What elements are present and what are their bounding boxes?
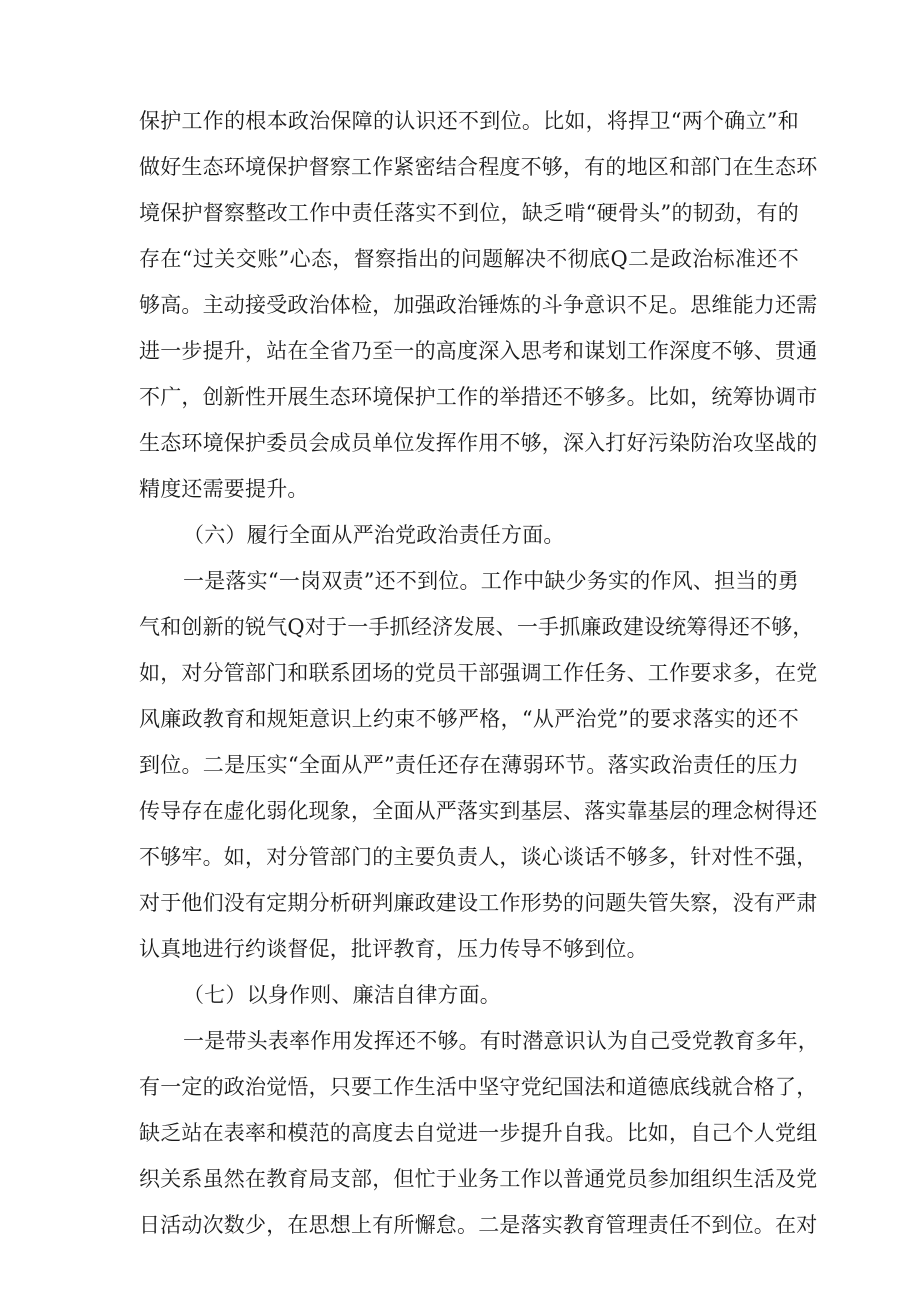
- text-line: 够高。主动接受政治体检，加强政治锤炼的斗争意识不足。思维能力还需: [139, 293, 818, 317]
- section-heading: （七）以身作则、廉洁自律方面。: [183, 983, 501, 1007]
- text-line: 传导存在虚化弱化现象，全面从严落实到基层、落实靠基层的理念树得还: [139, 799, 818, 823]
- text-line: 有一定的政治觉悟，只要工作生活中坚守党纪国法和道德底线就合格了，: [139, 1075, 818, 1099]
- section-heading: （六）履行全面从严治党政治责任方面。: [183, 523, 565, 547]
- text-line: 认真地进行约谈督促，批评教育，压力传导不够到位。: [139, 937, 648, 961]
- text-line: 进一步提升，站在全省乃至一的高度深入思考和谋划工作深度不够、贯通: [139, 339, 818, 363]
- text-line: 保护工作的根本政治保障的认识还不到位。比如，将捍卫“两个确立”和: [139, 109, 799, 133]
- text-line: 存在“过关交账”心态，督察指出的问题解决不彻底Q二是政治标准还不: [139, 247, 799, 271]
- text-line: 一是落实“一岗双责”还不到位。工作中缺少务实的作风、担当的勇: [183, 569, 799, 593]
- text-line: 气和创新的锐气Q对于一手抓经济发展、一手抓廉政建设统筹得还不够，: [139, 615, 814, 639]
- text-line: 不广，创新性开展生态环境保护工作的举措还不够多。比如，统筹协调市: [139, 385, 818, 409]
- text-line: 一是带头表率作用发挥还不够。有时潜意识认为自己受党教育多年，: [183, 1029, 819, 1053]
- text-line: 如，对分管部门和联系团场的党员干部强调工作任务、工作要求多，在党: [139, 661, 818, 685]
- text-line: 生态环境保护委员会成员单位发挥作用不够，深入打好污染防治攻坚战的: [139, 431, 818, 455]
- text-line: 境保护督察整改工作中责任落实不到位，缺乏啃“硬骨头”的韧劲，有的: [139, 201, 799, 225]
- text-line: 日活动次数少，在思想上有所懈怠。二是落实教育管理责任不到位。在对: [139, 1213, 818, 1237]
- text-line: 不够牢。如，对分管部门的主要负责人，谈心谈话不够多，针对性不强，: [139, 845, 818, 869]
- text-line: 织关系虽然在教育局支部，但忙于业务工作以普通党员参加组织生活及党: [139, 1167, 818, 1191]
- text-line: 缺乏站在表率和模范的高度去自觉进一步提升自我。比如，自己个人党组: [139, 1121, 818, 1145]
- text-line: 风廉政教育和规矩意识上约束不够严格，“从严治党”的要求落实的还不: [139, 707, 799, 731]
- text-line: 到位。二是压实“全面从严”责任还存在薄弱环节。落实政治责任的压力: [139, 753, 799, 777]
- text-line: 做好生态环境保护督察工作紧密结合程度不够，有的地区和部门在生态环: [139, 155, 818, 179]
- text-line: 精度还需要提升。: [139, 477, 309, 501]
- text-line: 对于他们没有定期分析研判廉政建设工作形势的问题失管失察，没有严肃: [139, 891, 818, 915]
